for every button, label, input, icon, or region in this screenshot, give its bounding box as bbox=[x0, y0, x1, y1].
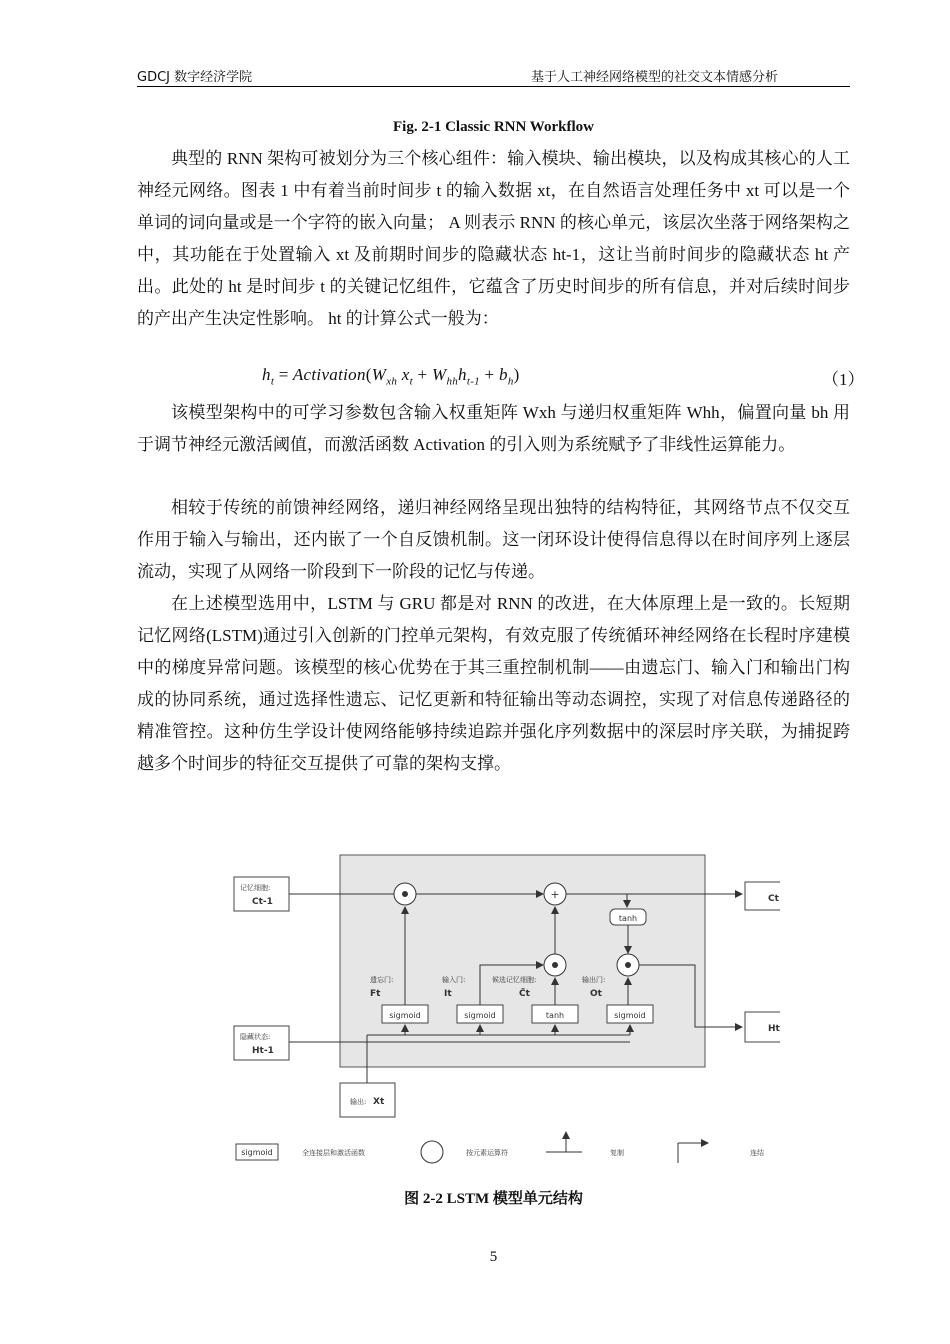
input-hidden-label: 隐藏状态: bbox=[240, 1033, 271, 1041]
header-right: 基于人工神经网络模型的社交文本情感分析 bbox=[531, 70, 779, 85]
candidate-symbol: C̃t bbox=[519, 989, 530, 999]
input-gate-label: 输入门: bbox=[442, 976, 466, 984]
candidate-tanh-label: tanh bbox=[545, 1011, 565, 1020]
input-gate-symbol: It bbox=[444, 989, 452, 999]
cell-add-symbol: + bbox=[550, 888, 560, 901]
legend-fc-label: 全连接层和激活函数 bbox=[302, 1149, 365, 1157]
forget-gate-symbol: Ft bbox=[370, 989, 381, 999]
paragraph-4: 在上述模型选用中，LSTM 与 GRU 都是对 RNN 的改进，在大体原理上是一致的。长短期记忆网络(LSTM)通过引入创新的门控单元架构，有效克服了传统循环神经网络在长程时序建模中的梯度异常问题。该模型的核心优势在于其三重控制机制——由遗忘门、输入门和输出门构成的协同系统，通过选择性遗忘、记忆更新和特征输出等动态调控，实现了对信息传递路径的精准管控。这种仿生学设计使网络能够持续追踪并强化序列数据中的深层时序关联，为捕捉跨越多个时间步的特征交互提供了可靠的架构支撑。 bbox=[137, 594, 850, 773]
paragraph-2: 该模型架构中的可学习参数包含输入权重矩阵 Wxh 与递归权重矩阵 Whh，偏置向量 bh 用于调节神经元激活阈值，而激活函数 Activation 的引入则为系统赋予了非线性运算能力。 bbox=[137, 403, 850, 454]
input-x-box bbox=[340, 1083, 395, 1117]
output-gate-label: 输出门: bbox=[582, 976, 606, 984]
equation-1: $h_t$ = $Activation(W_{xh}$ $x_t + W_{hh}h_{t-1} + b_h$) bbox=[262, 365, 520, 388]
tanh-output-label: tanh bbox=[618, 914, 638, 923]
legend-op-label: 按元素运算符 bbox=[466, 1149, 508, 1157]
page-number: 5 bbox=[489, 1249, 498, 1265]
legend-concat-label: 连结 bbox=[750, 1149, 764, 1157]
output-gate-symbol: Ot bbox=[590, 989, 602, 999]
candidate-label: 候选记忆细胞: bbox=[492, 976, 537, 984]
figure-caption-bottom: 图 2-2 LSTM 模型单元结构 bbox=[404, 1191, 583, 1207]
input-cell-symbol: Ct-1 bbox=[252, 897, 273, 907]
lstm-diagram bbox=[230, 850, 780, 1170]
output-cell-symbol: Ct bbox=[768, 894, 779, 904]
forget-gate-label: 遗忘门: bbox=[370, 976, 394, 984]
input-hidden-symbol: Ht-1 bbox=[252, 1046, 274, 1056]
legend-op-circle bbox=[421, 1141, 443, 1163]
output-hidden-symbol: Ht bbox=[768, 1024, 780, 1034]
header-rule bbox=[137, 86, 850, 87]
equation-number: （1） bbox=[822, 370, 865, 389]
input-cell-label: 记忆细胞: bbox=[240, 884, 271, 892]
figure-caption-top: Fig. 2-1 Classic RNN Workflow bbox=[393, 119, 594, 135]
input-sigmoid-label: sigmoid bbox=[464, 1011, 496, 1020]
header-left: GDCJ 数字经济学院 bbox=[137, 70, 253, 85]
legend-copy-label: 复制 bbox=[610, 1149, 624, 1157]
paragraph-3: 相较于传统的前馈神经网络，递归神经网络呈现出独特的结构特征，其网络节点不仅交互作用于输入与输出，还内嵌了一个自反馈机制。这一闭环设计使得信息得以在时间序列上逐层流动，实现了从网络一阶段到下一阶段的记忆与传递。 bbox=[137, 498, 850, 581]
input-x-symbol: Xt bbox=[373, 1097, 385, 1107]
input-x-label: 输出: bbox=[350, 1098, 367, 1106]
output-sigmoid-label: sigmoid bbox=[614, 1011, 646, 1020]
legend-fc-box-label: sigmoid bbox=[241, 1148, 273, 1157]
paragraph-1: 典型的 RNN 架构可被划分为三个核心组件：输入模块、输出模块，以及构成其核心的人工神经元网络。图表 1 中有着当前时间步 t 的输入数据 xt，在自然语言处理任务中 xt 可以是一个单词的词向量或是一个字符的嵌入向量； A 则表示 RNN 的核心单元，该层次坐落于网络架构之中，其功能在于处置输入 xt 及前期时间步的隐藏状态 ht-1，这让当前时间步的隐藏状态 ht 产出。此处的 ht 是时间步 t 的关键记忆组件，它蕴含了历史时间步的所有信息，并对后续时间步的产出产生决定性影响。 ht 的计算公式一般为： bbox=[137, 149, 850, 328]
forget-sigmoid-label: sigmoid bbox=[389, 1011, 421, 1020]
